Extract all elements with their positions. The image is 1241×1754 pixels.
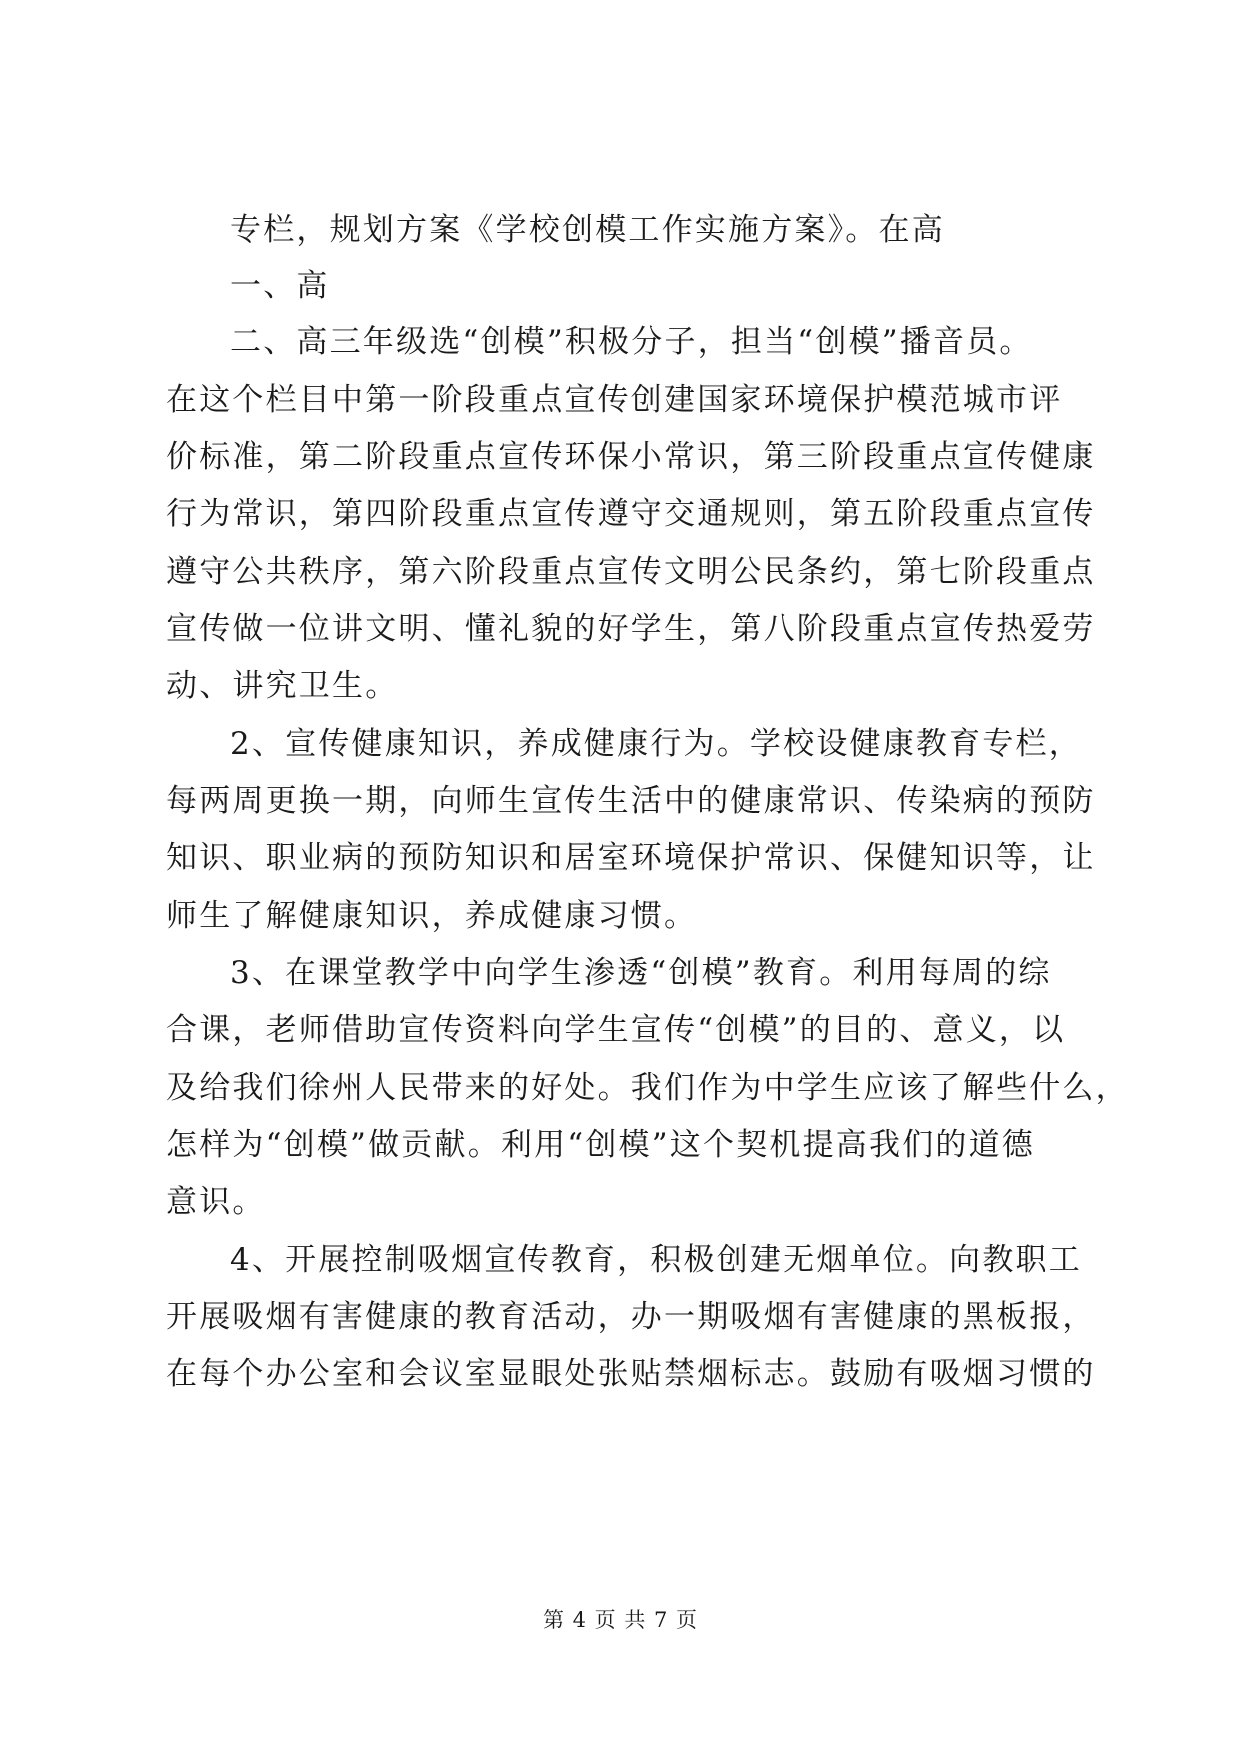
text-line: 怎样为“创模”做贡献。利用“创模”这个契机提高我们的道德: [166, 1127, 1035, 1163]
text-line: 每两周更换一期，向师生宣传生活中的健康常识、传染病的预防: [166, 783, 1096, 819]
text-line: 行为常识，第四阶段重点宣传遵守交通规则，第五阶段重点宣传: [166, 496, 1096, 532]
section-heading: 一、高: [230, 268, 330, 304]
text-line: 在每个办公室和会议室显眼处张贴禁烟标志。鼓励有吸烟习惯的: [166, 1356, 1096, 1392]
text-line: 二、高三年级选“创模”积极分子，担当“创模”播音员。: [230, 324, 1033, 360]
paragraph-start-line: 4、开展控制吸烟宣传教育，积极创建无烟单位。向教职工: [230, 1242, 1082, 1278]
text-line: 开展吸烟有害健康的教育活动，办一期吸烟有害健康的黑板报，: [166, 1299, 1096, 1335]
text-line: 宣传做一位讲文明、懂礼貌的好学生，第八阶段重点宣传热爱劳: [166, 611, 1096, 647]
text-line: 意识。: [166, 1184, 266, 1220]
page-number-footer: 第 4 页 共 7 页: [542, 1608, 699, 1632]
text-line: 专栏，规划方案《学校创模工作实施方案》。在高: [230, 212, 945, 248]
text-line: 在这个栏目中第一阶段重点宣传创建国家环境保护模范城市评: [166, 382, 1063, 418]
text-line: 师生了解健康知识，养成健康习惯。: [166, 898, 698, 934]
paragraph-start-line: 3、在课堂教学中向学生渗透“创模”教育。利用每周的综: [230, 955, 1052, 991]
paragraph-start-line: 2、宣传健康知识，养成健康行为。学校设健康教育专栏，: [230, 726, 1082, 762]
text-line: 价标准，第二阶段重点宣传环保小常识，第三阶段重点宣传健康: [166, 439, 1096, 475]
text-line: 合课，老师借助宣传资料向学生宣传“创模”的目的、意义，以: [166, 1012, 1066, 1048]
text-line: 遵守公共秩序，第六阶段重点宣传文明公民条约，第七阶段重点: [166, 554, 1096, 590]
text-line: 动、讲究卫生。: [166, 668, 399, 704]
text-line: 知识、职业病的预防知识和居室环境保护常识、保健知识等，让: [166, 840, 1096, 876]
text-line: 及给我们徐州人民带来的好处。我们作为中学生应该了解些什么，: [166, 1070, 1129, 1106]
